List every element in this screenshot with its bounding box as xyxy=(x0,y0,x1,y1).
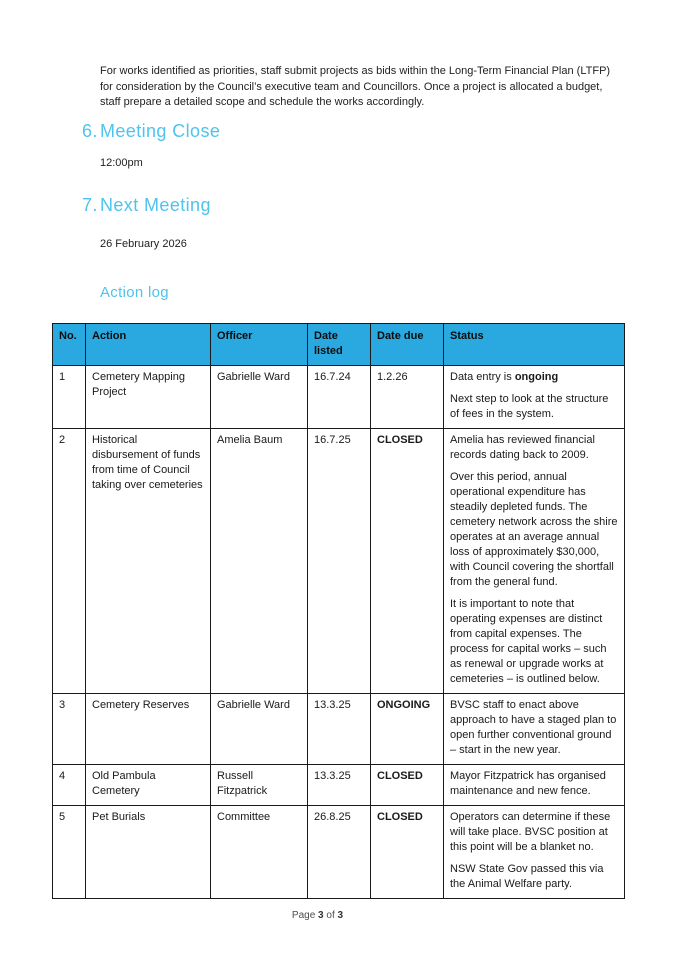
cell-status xyxy=(444,764,625,805)
intro-paragraph: For works identified as priorities, staff submit projects as bids within the Long-Term Financial Plan (LTFP) for consideration by the Council’s executive team and Councillors. Once a project is allocated a budget, staff prepare a detailed scope and schedule the works accordingly. xyxy=(100,65,611,108)
status-paragraph: Operators can determine if these will take place. BVSC position at this point will be a blanket no. xyxy=(450,810,611,853)
cell-action: Old Pambula Cemetery xyxy=(86,764,211,805)
table-row xyxy=(53,764,625,805)
page-footer xyxy=(0,910,635,921)
column-header-date-due: Date due xyxy=(371,323,444,365)
section-number: 7. xyxy=(82,194,98,215)
cell-no: 1 xyxy=(53,365,86,428)
status-paragraph: Data entry is ongoing xyxy=(450,370,559,383)
section-heading-meeting-close xyxy=(82,121,675,142)
cell-no: 3 xyxy=(53,693,86,764)
cell-no: 4 xyxy=(53,764,86,805)
cell-no: 2 xyxy=(53,428,86,693)
next-meeting-date: 26 February 2026 xyxy=(100,237,187,250)
table-row xyxy=(53,693,625,764)
status-paragraph: NSW State Gov passed this via the Animal Welfare party. xyxy=(450,862,604,890)
status-paragraph: Mayor Fitzpatrick has organised maintenance and new fence. xyxy=(450,769,606,797)
cell-date-listed: 13.3.25 xyxy=(308,693,371,764)
action-log-heading: Action log xyxy=(100,283,169,301)
cell-date-listed: 26.8.25 xyxy=(308,805,371,898)
cell-date-due: CLOSED xyxy=(371,805,444,898)
column-header-status: Status xyxy=(444,323,625,365)
meeting-close-time: 12:00pm xyxy=(100,156,143,169)
column-header-date-listed: Date listed xyxy=(308,323,371,365)
table-row xyxy=(53,428,625,693)
cell-date-listed: 16.7.25 xyxy=(308,428,371,693)
section-heading-next-meeting xyxy=(82,195,675,216)
column-header-action: Action xyxy=(86,323,211,365)
section-title: Meeting Close xyxy=(100,120,221,141)
cell-officer: Amelia Baum xyxy=(211,428,308,693)
cell-officer: Russell Fitzpatrick xyxy=(211,764,308,805)
cell-status xyxy=(444,428,625,693)
cell-date-due: CLOSED xyxy=(371,428,444,693)
status-paragraph: Amelia has reviewed financial records dating back to 2009. xyxy=(450,433,595,461)
cell-date-listed: 13.3.25 xyxy=(308,764,371,805)
footer-text: Page 3 of 3 xyxy=(291,910,344,921)
cell-date-due: 1.2.26 xyxy=(371,365,444,428)
cell-action: Historical disbursement of funds from time of Council taking over cemeteries xyxy=(86,428,211,693)
status-paragraph: Next step to look at the structure of fees in the system. xyxy=(450,392,609,420)
column-header-officer: Officer xyxy=(211,323,308,365)
cell-officer: Gabrielle Ward xyxy=(211,693,308,764)
cell-officer: Committee xyxy=(211,805,308,898)
status-paragraph: BVSC staff to enact above approach to have a staged plan to open further conventional ground – start in the new year. xyxy=(450,698,617,756)
cell-action: Pet Burials xyxy=(86,805,211,898)
cell-no: 5 xyxy=(53,805,86,898)
section-number: 6. xyxy=(82,120,98,141)
cell-status xyxy=(444,365,625,428)
status-paragraph: Over this period, annual operational expenditure has steadily depleted funds. The cemetery network across the shire operates at an average annual loss of approximately $30,000, with Council covering the shortfall from the general fund. xyxy=(450,470,618,588)
table-row xyxy=(53,805,625,898)
action-log-table xyxy=(52,323,625,899)
cell-status xyxy=(444,693,625,764)
section-title: Next Meeting xyxy=(100,194,211,215)
cell-action: Cemetery Reserves xyxy=(86,693,211,764)
cell-date-due: ONGOING xyxy=(371,693,444,764)
cell-status xyxy=(444,805,625,898)
status-paragraph: It is important to note that operating expenses are distinct from capital expenses. The process for capital works – such as renewal or upgrade works at cemeteries – is outlined below. xyxy=(450,597,607,685)
column-header-no: No. xyxy=(53,323,86,365)
table-header-row xyxy=(53,323,625,365)
cell-date-listed: 16.7.24 xyxy=(308,365,371,428)
cell-officer: Gabrielle Ward xyxy=(211,365,308,428)
cell-date-due: CLOSED xyxy=(371,764,444,805)
cell-action: Cemetery Mapping Project xyxy=(86,365,211,428)
table-row xyxy=(53,365,625,428)
